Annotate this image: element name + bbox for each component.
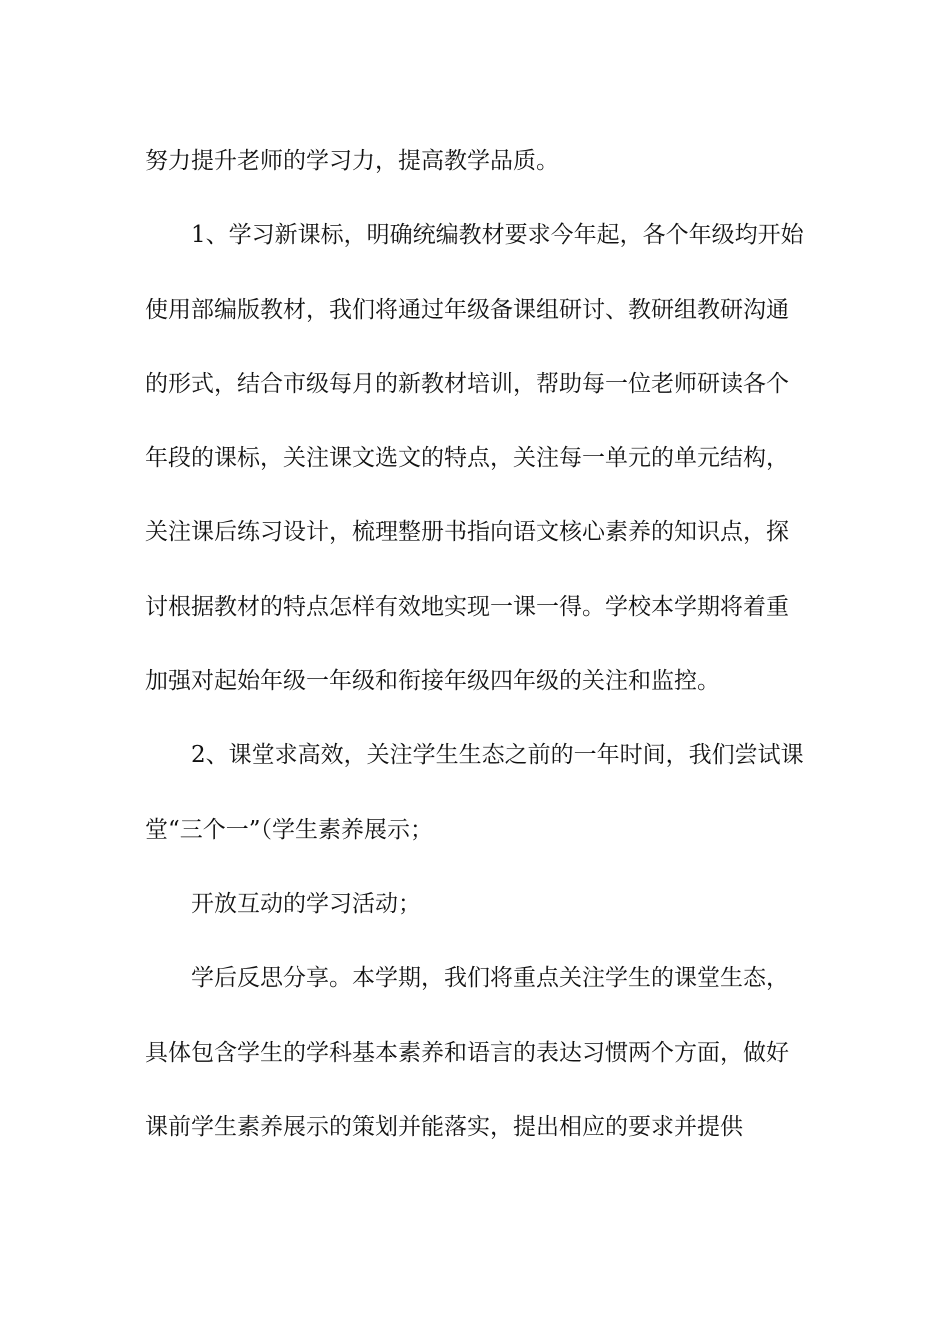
paragraph-5: 学后反思分享。本学期，我们将重点关注学生的课堂生态，具体包含学生的学科基本素养和语言的表达习惯两个方面，做好课前学生素养展示的策划并能落实，提出相应的要求并提供 [145, 965, 789, 1140]
paragraph-4: 开放互动的学习活动； [191, 890, 421, 917]
paragraph-2: 1、学习新课标，明确统编教材要求今年起，各个年级均开始使用部编版教材，我们将通过年级备课组研讨、教研组教研沟通的形式，结合市级每月的新教材培训，帮助每一位老师研读各个年段的课标，关注课文选文的特点，关注每一单元的单元结构，关注课后练习设计，梳理整册书指向语文核心素养的知识点，探讨根据教材的特点怎样有效地实现一课一得。学校本学期将着重加强对起始年级一年级和衔接年级四年级的关注和监控。 [145, 222, 804, 695]
body-text [145, 124, 805, 1164]
paragraph-1: 努力提升老师的学习力，提高教学品质。 [145, 148, 559, 174]
paragraph-3: 2、课堂求高效，关注学生生态之前的一年时间，我们尝试课堂“三个一”（学生素养展示； [145, 742, 804, 843]
